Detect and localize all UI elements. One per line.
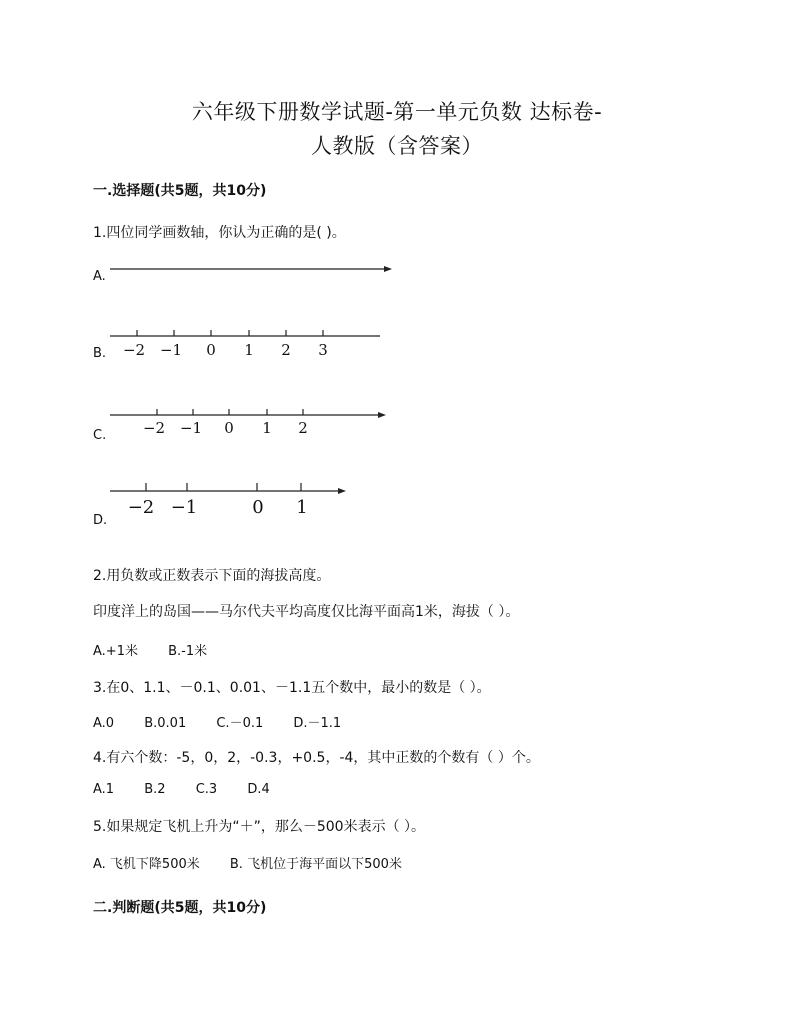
option-b: B.0.01 bbox=[144, 716, 187, 731]
section-heading-multiple-choice: 一.选择题(共5题，共10分) bbox=[93, 183, 267, 199]
q1-option-c-number-line bbox=[110, 405, 400, 439]
tick-label: 0 bbox=[252, 497, 264, 518]
question-3-options bbox=[93, 712, 367, 731]
q1-option-a-number-line bbox=[110, 262, 400, 276]
q1-option-c-label: C. bbox=[93, 428, 107, 443]
q1-option-d-number-line bbox=[110, 480, 360, 520]
q1-option-a-label: A. bbox=[93, 269, 106, 284]
option-a: A.0 bbox=[93, 716, 115, 731]
question-2-context: 印度洋上的岛国——马尔代夫平均高度仅比海平面高1米，海拔（ ）。 bbox=[93, 604, 520, 620]
tick-label: 2 bbox=[281, 341, 291, 359]
tick-label: 2 bbox=[298, 419, 308, 437]
question-4-stem: 4.有六个数：-5，0，2，-0.3，+0.5，-4，其中正数的个数有（ ）个。 bbox=[93, 750, 540, 766]
section-heading-true-false: 二.判断题(共5题，共10分) bbox=[93, 900, 267, 916]
tick-label: 1 bbox=[296, 497, 308, 518]
tick-label: −1 bbox=[159, 341, 183, 359]
tick-label: 1 bbox=[262, 419, 272, 437]
q1-option-b-number-line bbox=[110, 326, 390, 360]
option-a: A.+1米 bbox=[93, 644, 138, 659]
tick-label: 3 bbox=[318, 341, 328, 359]
option-b: B. 飞机位于海平面以下500米 bbox=[229, 857, 402, 872]
option-b: B.2 bbox=[144, 782, 166, 797]
option-d: D.－1.1 bbox=[293, 716, 342, 731]
question-3-stem: 3.在0、1.1、－0.1、0.01、－1.1五个数中，最小的数是（ ）。 bbox=[93, 680, 491, 696]
tick-label: 0 bbox=[206, 341, 216, 359]
tick-label: −2 bbox=[122, 341, 146, 359]
option-c: C.－0.1 bbox=[216, 716, 264, 731]
option-c: C.3 bbox=[195, 782, 218, 797]
arrow-icon bbox=[338, 488, 346, 494]
tick-label: −2 bbox=[142, 419, 166, 437]
question-4-options bbox=[93, 782, 296, 797]
option-a: A. 飞机下降500米 bbox=[93, 857, 200, 872]
document-title-line-1: 六年级下册数学试题-第一单元负数 达标卷- bbox=[191, 100, 603, 124]
question-2-stem: 2.用负数或正数表示下面的海拔高度。 bbox=[93, 568, 331, 584]
option-b: B.-1米 bbox=[168, 644, 208, 659]
question-5-stem: 5.如果规定飞机上升为“＋”，那么－500米表示（ ）。 bbox=[93, 819, 426, 835]
option-a: A.1 bbox=[93, 782, 115, 797]
tick-label: −1 bbox=[170, 497, 198, 518]
tick-label: −1 bbox=[179, 419, 203, 437]
document-title-line-2: 人教版（含答案） bbox=[311, 134, 483, 158]
q1-option-b-label: B. bbox=[93, 346, 107, 361]
q1-option-d-label: D. bbox=[93, 513, 108, 528]
question-1-stem: 1.四位同学画数轴，你认为正确的是( )。 bbox=[93, 225, 346, 241]
option-d: D.4 bbox=[247, 782, 270, 797]
tick-label: 0 bbox=[224, 419, 234, 437]
arrow-icon bbox=[378, 412, 386, 418]
tick-label: 1 bbox=[244, 341, 254, 359]
question-2-options bbox=[93, 640, 233, 659]
question-5-options bbox=[93, 853, 428, 872]
tick-label: −2 bbox=[127, 497, 155, 518]
arrow-icon bbox=[384, 266, 392, 272]
